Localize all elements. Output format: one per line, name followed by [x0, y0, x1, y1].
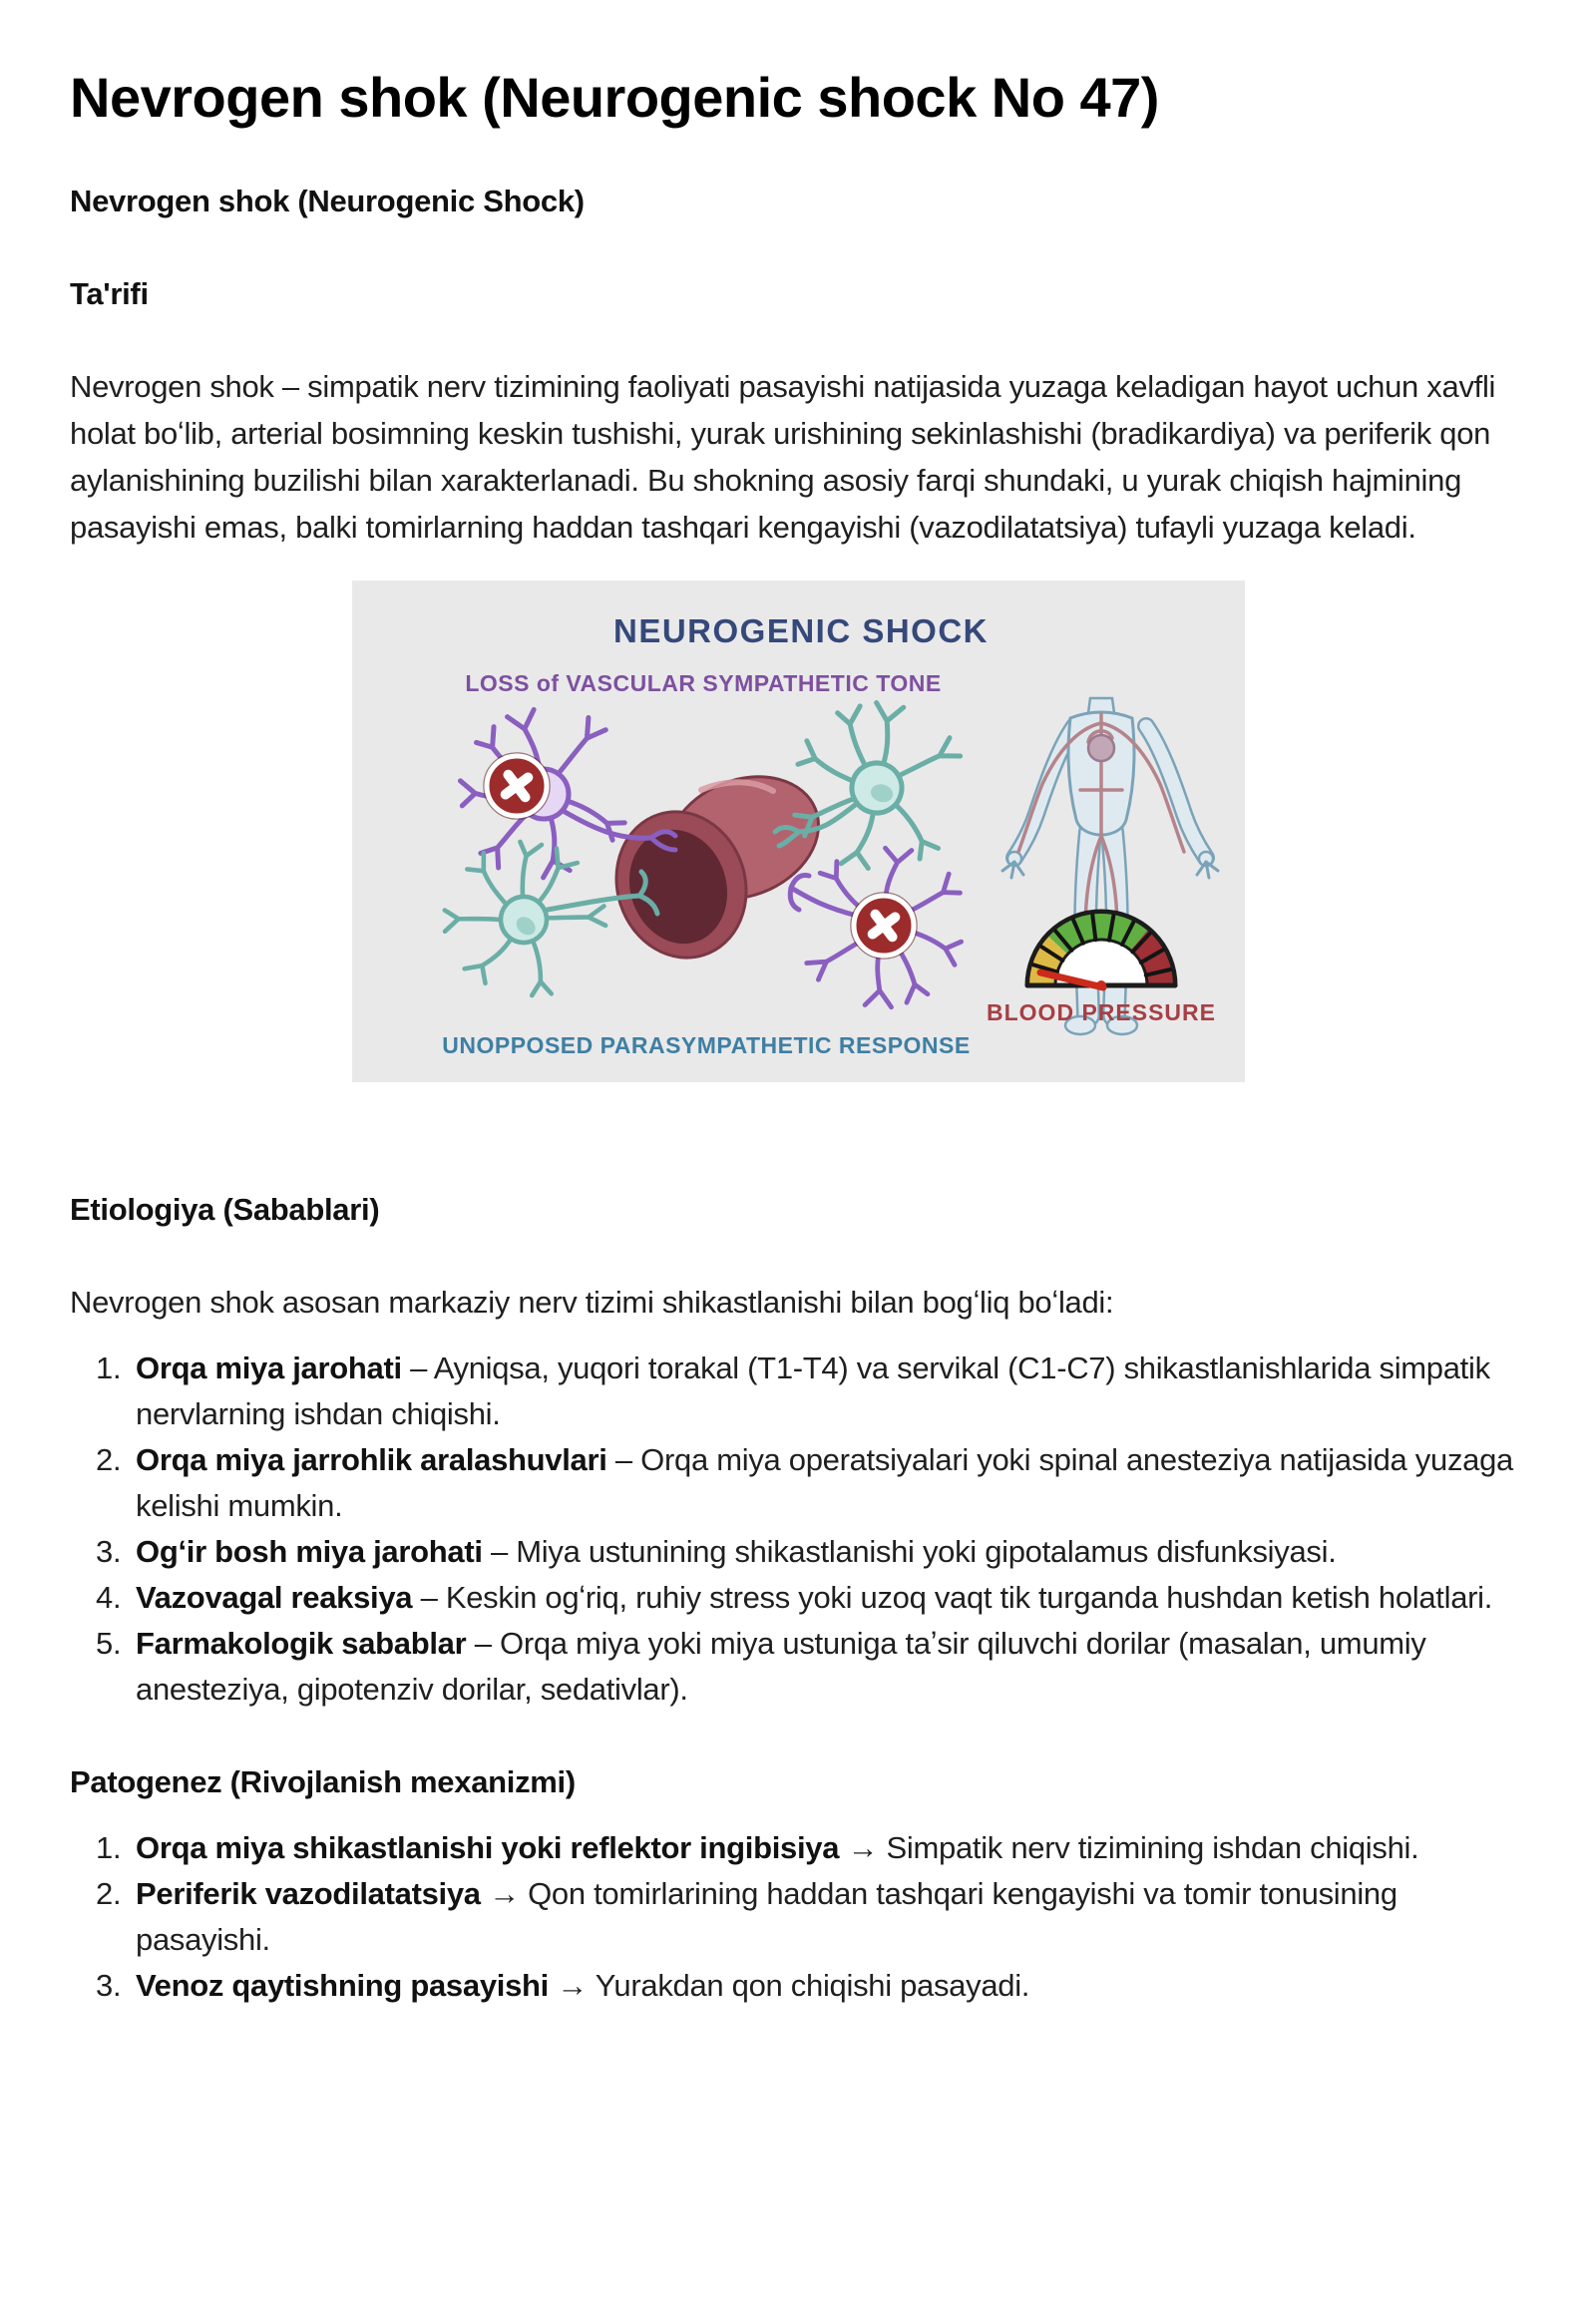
- blocked-x-icon: [484, 753, 550, 819]
- pathogenesis-list: [70, 1825, 1526, 2009]
- heart: [1088, 735, 1114, 761]
- sympathetic-tone-label: LOSS of VASCULAR SYMPATHETIC TONE: [464, 670, 942, 696]
- pathogenesis-heading: Patogenez (Rivojlanish mexanizmi): [70, 1764, 576, 1799]
- document-page: [70, 64, 1526, 2009]
- etiology-list: [70, 1346, 1526, 1713]
- blood-pressure-label: BLOOD PRESSURE: [986, 999, 1216, 1025]
- blocked-x-icon: [851, 893, 917, 959]
- pathogenesis-list-item: Orqa miya shikastlanishi yoki reflektor ingibisiya → Simpatik nerv tizimining ishdan chiqishi.: [136, 1830, 1419, 1865]
- etiology-heading: Etiologiya (Sabablari): [70, 1192, 380, 1227]
- definition-paragraph: Nevrogen shok – simpatik nerv tizimining faoliyati pasayishi natijasida yuzaga keladigan hayot uchun xavfli holat boʻlib, arterial bosimning keskin tushishi, yurak urishining sekinlashishi (bradikardiya) va periferik qon aylanishining buzilishi bilan xarakterlanadi. Bu shokning asosiy farqi shundaki, u yurak chiqish hajmining pasayishi emas, balki tomirlarning haddan tashqari kengayishi (vazodilatatsiya) tufayli yuzaga keladi.: [70, 369, 1496, 545]
- illustration: [352, 580, 1245, 1082]
- etiology-list-item: Orqa miya jarohati – Ayniqsa, yuqori torakal (T1-T4) va servikal (C1-C7) shikastlanishlarida simpatik nervlarning ishdan chiqishi.: [136, 1351, 1490, 1431]
- pathogenesis-list-item: Periferik vazodilatatsiya → Qon tomirlarining haddan tashqari kengayishi va tomir tonusining pasayishi.: [136, 1876, 1397, 1957]
- etiology-list-item: Ogʻir bosh miya jarohati – Miya ustunining shikastlanishi yoki gipotalamus disfunksiyasi.: [136, 1534, 1337, 1569]
- subtitle: Nevrogen shok (Neurogenic Shock): [70, 184, 585, 218]
- etiology-intro: Nevrogen shok asosan markaziy nerv tizimi shikastlanishi bilan bogʻliq boʻladi:: [70, 1285, 1114, 1320]
- etiology-list-item: Vazovagal reaksiya – Keskin ogʻriq, ruhiy stress yoki uzoq vaqt tik turganda hushdan ketish holatlari.: [136, 1580, 1493, 1615]
- neurogenic-shock-diagram: [352, 580, 1245, 1082]
- page-title: Nevrogen shok (Neurogenic shock No 47): [70, 66, 1159, 129]
- etiology-list-item: Orqa miya jarrohlik aralashuvlari – Orqa miya operatsiyalari yoki spinal anesteziya natijasida yuzaga kelishi mumkin.: [136, 1442, 1513, 1523]
- illustration-title: NEUROGENIC SHOCK: [612, 612, 989, 649]
- parasympathetic-response-label: UNOPPOSED PARASYMPATHETIC RESPONSE: [441, 1032, 971, 1058]
- definition-heading: Ta'rifi: [70, 276, 149, 311]
- etiology-list-item: Farmakologik sabablar – Orqa miya yoki miya ustuniga taʼsir qiluvchi dorilar (masalan, umumiy anesteziya, gipotenziv dorilar, sedativlar).: [136, 1626, 1426, 1707]
- pathogenesis-list-item: Venoz qaytishning pasayishi → Yurakdan qon chiqishi pasayadi.: [136, 1968, 1030, 2003]
